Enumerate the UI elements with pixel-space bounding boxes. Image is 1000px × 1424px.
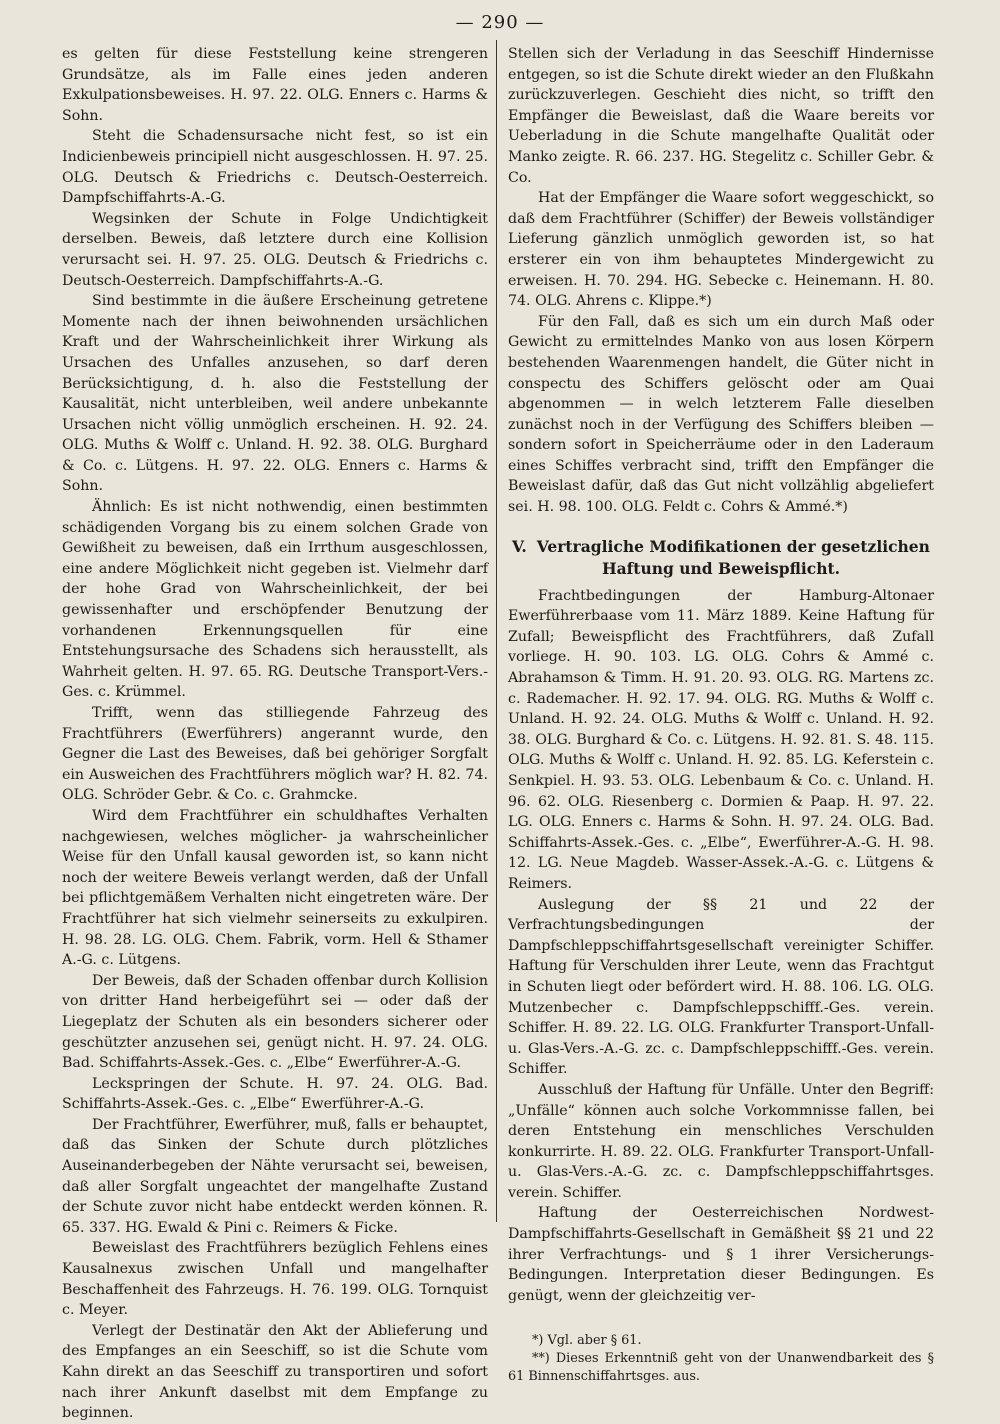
- paragraph: Wegsinken der Schute in Folge Undichtigkeit derselben. Beweis, daß letztere durch eine Kollision verursacht sei. H. 97. 25. OLG. Deutsch & Friedrichs c. Deutsch-Oesterreich. Dampfschiffahrts-A.-G.: [62, 210, 488, 289]
- paragraph: Frachtbedingungen der Hamburg-Altonaer Ewerführerbaase vom 11. März 1889. Keine Haftung für Zufall; Beweispflicht des Frachtführers, daß Zufall vorliege. H. 90. 103. LG. OLG. Cohrs & Ammé c. Abrahamson & Timm. H. 91. 20. 93. OLG. RG. Martens zc. c. Rademacher. H. 92. 17. 94. OLG. RG. Muths & Wolff c. Unland. H. 92. 24. OLG. Muths & Wolff c. Unland. H. 92. 38. OLG. Burghard & Co. c. Lütgens. H. 92. 81. S. 48. 115. OLG. Muths & Wolff c. Unland. H. 92. 85. LG. Keferstein c. Senkpiel. H. 93. 53. OLG. Lebenbaum & Co. c. Unland. H. 96. 62. OLG. Riesenberg c. Dormien & Paap. H. 97. 22. LG. OLG. Enners c. Harms & Sohn. H. 97. 24. OLG. Bad. Schiffahrts-Assek.-Ges. c. „Elbe“, Ewerführer-A.-G. H. 98. 12. LG. Neue Magdeb. Wasser-Assek.-A.-G. c. Lütgens & Reimers.: [508, 587, 934, 892]
- paragraph: Ähnlich: Es ist nicht nothwendig, einen bestimmten schädigenden Vorgang bis zu einem solchen Grade von Gewißheit zu beweisen, daß ein Irrthum ausgeschlossen, eine andere Möglichkeit nicht gegeben ist. Vielmehr darf der hohe Grad von Wahrscheinlichkeit, der bei gewissenhafter und erschöpfender Benutzung der vorhandenen Erkennungsquellen für eine Entstehungsursache des Schadens sich herausstellt, als Wahrheit gelten. H. 97. 65. RG. Deutsche Transport-Vers.-Ges. c. Krümmel.: [62, 499, 488, 701]
- footnote: **) Dieses Erkenntniß geht von der Unanwendbarkeit des § 61 Binnenschiffahrtsges. aus.: [508, 1351, 934, 1385]
- footnotes: [508, 1332, 934, 1386]
- paragraph: Leckspringen der Schute. H. 97. 24. OLG. Bad. Schiffahrts-Assek.-Ges. c. „Elbe“ Ewerführer-A.-G.: [62, 1075, 488, 1113]
- paragraph: Beweislast des Frachtführers bezüglich Fehlens eines Kausalnexus zwischen Unfall und mangelhafter Beschaffenheit des Fahrzeugs. H. 76. 199. OLG. Tornquist c. Meyer.: [62, 1240, 488, 1319]
- section-number: V.: [512, 536, 527, 556]
- paragraph: Auslegung der §§ 21 und 22 der Verfrachtungsbedingungen der Dampfschleppschiffahrtsgesellschaft vereinigter Schiffer. Haftung für Verschulden ihrer Leute, wenn das Frachtgut in Schuten liegt oder befördert wird. H. 88. 106. LG. OLG. Mutzenbecher c. Dampfschleppschifff.-Ges. verein. Schiffer. H. 89. 22. LG. OLG. Frankfurter Transport-Unfall- u. Glas-Vers.-A.-G. zc. c. Dampfschleppschifff.-Ges. verein. Schiffer.: [508, 896, 934, 1078]
- footnote: *) Vgl. aber § 61.: [532, 1333, 642, 1349]
- paragraph: Hat der Empfänger die Waare sofort weggeschickt, so daß dem Frachtführer (Schiffer) der Beweis vollständiger Lieferung gänzlich unmöglich geworden ist, so hat ersterer ein von ihm behauptetes Mindergewicht zu erweisen. H. 70. 294. HG. Sebecke c. Heinemann. H. 80. 74. OLG. Ahrens c. Klippe.*): [508, 190, 934, 310]
- paragraph: es gelten für diese Feststellung keine strengeren Grundsätze, als im Falle eines jeden anderen Exkulpationsbeweises. H. 97. 22. OLG. Enners c. Harms & Sohn.: [62, 46, 488, 124]
- paragraph: Für den Fall, daß es sich um ein durch Maß oder Gewicht zu ermittelndes Manko von aus losen Körpern bestehenden Waarenmengen handelt, die Güter nicht in conspectu des Schiffers gelöscht oder am Quai abgenommen — in welch letzterem Falle dieselben zunächst noch in der Verfügung des Schiffers bleiben — sondern sofort in Speicherräume oder in den Laderaum eines Schiffes verbracht sind, trifft den Empfänger die Beweislast dafür, daß das Gut nicht vollzählig abgeliefert sei. H. 98. 100. OLG. Feldt c. Cohrs & Ammé.*): [508, 313, 934, 516]
- paragraph: Stellen sich der Verladung in das Seeschiff Hindernisse entgegen, so ist die Schute direkt wieder an den Flußkahn zurückzuverlegen. Geschieht dies nicht, so trifft den Empfänger die Beweislast, daß die Waare bereits vor Ueberladung in die Schute mangelhafte Qualität oder Manko zeigte. R. 66. 237. HG. Stegelitz c. Schiller Gebr. & Co.: [508, 46, 934, 186]
- left-column: [62, 44, 488, 1424]
- page-number: — 290 —: [455, 12, 545, 33]
- section-heading: [508, 536, 934, 580]
- paragraph: Ausschluß der Haftung für Unfälle. Unter den Begriff: „Unfälle“ können auch solche Vorkommnisse fallen, bei deren Entstehung ein menschliches Verschulden konkurrirte. H. 89. 22. OLG. Frankfurter Transport-Unfall- u. Glas-Vers.-A.-G. zc. c. Dampfschleppschiffahrtsges. verein. Schiffer.: [508, 1081, 934, 1201]
- paragraph: Der Beweis, daß der Schaden offenbar durch Kollision von dritter Hand herbeigeführt sei — oder daß der Liegeplatz der Schuten als ein besonders sicherer oder geschützter anzusehen sei, genügt nicht. H. 97. 24. OLG. Bad. Schiffahrts-Assek.-Ges. c. „Elbe“ Ewerführer-A.-G.: [62, 972, 488, 1072]
- paragraph: Wird dem Frachtführer ein schuldhaftes Verhalten nachgewiesen, welches möglicher- ja wahrscheinlicher Weise für den Unfall kausal geworden ist, so kann nicht noch der weitere Beweis verlangt werden, daß der Unfall bei pflichtgemäßem Verhalten nicht eingetreten wäre. Der Frachtführer hat sich vielmehr seinerseits zu exkulpiren. H. 98. 28. LG. OLG. Chem. Fabrik, vorm. Hell & Sthamer A.-G. c. Lütgens.: [62, 807, 488, 969]
- paragraph: Der Frachtführer, Ewerführer, muß, falls er behauptet, daß das Sinken der Schute durch plötzliches Auseinanderbegeben der Nähte verursacht sei, beweisen, daß aller Sorgfalt ungeachtet der mangelhafte Zustand der Schute zuvor nicht habe entdeckt werden können. R. 65. 337. HG. Ewald & Pini c. Reimers & Ficke.: [62, 1116, 488, 1236]
- paragraph: Steht die Schadensursache nicht fest, so ist ein Indicienbeweis principiell nicht ausgeschlossen. H. 97. 25. OLG. Deutsch & Friedrichs c. Deutsch-Oesterreich. Dampfschiffahrts-A.-G.: [62, 128, 488, 207]
- paragraph: Haftung der Oesterreichischen Nordwest-Dampfschiffahrts-Gesellschaft in Gemäßheit §§ 21 und 22 ihrer Verfrachtungs- und § 1 ihrer Versicherungs-Bedingungen. Interpretation dieser Bedingungen. Es genügt, wenn der gleichzeitig ver-: [508, 1205, 934, 1304]
- right-column: [508, 44, 934, 1386]
- column-divider: [496, 40, 497, 1222]
- paragraph: Sind bestimmte in die äußere Erscheinung getretene Momente nach der ihnen beiwohnenden ursächlichen Kraft und der Wahrscheinlichkeit ihrer Wirkung als Ursachen des Unfalles anzusehen, so darf deren Berücksichtigung, d. h. also die Feststellung der Kausalität, nicht unterbleiben, weil andere unbekannte Ursachen nicht völlig unmöglich erscheinen. H. 92. 24. OLG. Muths & Wolff c. Unland. H. 92. 38. OLG. Burghard & Co. c. Lütgens. H. 97. 22. OLG. Enners c. Harms & Sohn.: [62, 293, 488, 495]
- paragraph: Trifft, wenn das stilliegende Fahrzeug des Frachtführers (Ewerführers) angerannt wurde, den Gegner die Last des Beweises, daß bei gehöriger Sorgfalt ein Ausweichen des Frachtführers möglich war? H. 82. 74. OLG. Schröder Gebr. & Co. c. Grahmcke.: [62, 705, 488, 804]
- section-title: Vertragliche Modifikationen der gesetzlichen Haftung und Beweispflicht.: [536, 536, 930, 578]
- paragraph: Verlegt der Destinatär den Akt der Ablieferung und des Empfanges an ein Seeschiff, so ist die Schute vom Kahn direkt an das Seeschiff zu transportiren und sofort nach ihrer Ankunft daselbst mit dem Empfange zu beginnen.: [62, 1322, 488, 1422]
